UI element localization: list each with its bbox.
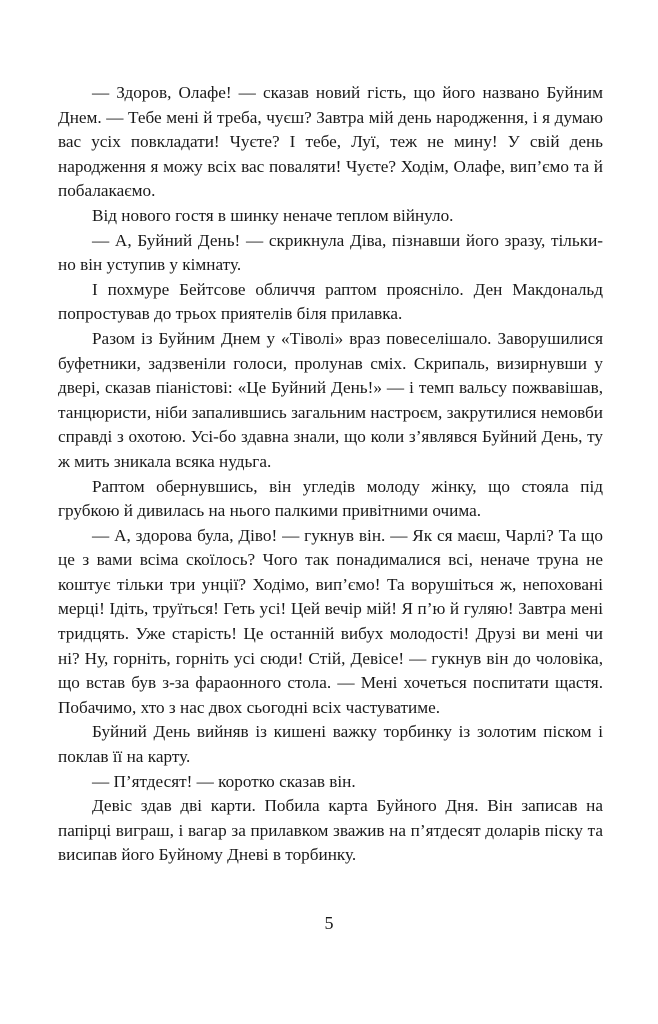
paragraph: І похмуре Бейтсове обличчя раптом проясніло. Ден Макдональд попростував до трьох приятелів біля прилавка.	[58, 279, 603, 324]
paragraph: Раптом обернувшись, він угледів молоду жінку, що стояла під грубкою й дивилась на нього палкими привітними очима.	[58, 476, 603, 521]
paragraph: Від нового гостя в шинку неначе теплом війнуло.	[92, 205, 454, 225]
paragraph: Буйний День вийняв із кишені важку торбинку із золотим піском і поклав її на карту.	[58, 722, 603, 767]
paragraph: — Здоров, Олафе! — сказав новий гість, що його названо Буйним Днем. — Тебе мені й треба, чуєш? Завтра мій день народження, і я думаю вас усіх повкладати! Чуєте? І тебе, Луї, теж не мину! У свій день народження я можу всіх вас поваляти! Чуєте? Ходім, Олафе, вип’ємо та й побалакаємо.	[58, 83, 603, 201]
body-text	[58, 81, 603, 868]
paragraph: — А, здорова була, Діво! — гукнув він. — Як ся маєш, Чарлі? Та що це з вами всіма скоїлось? Чого так понадималися всі, неначе труна не коштує тільки три унції? Ходімо, вип’ємо! Та ворушіться ж, непоховані мерці! Ідіть, труїться! Геть усі! Цей вечір мій! Я п’ю й гуляю! Завтра мені тридцять. Уже старість! Це останній вибух молодості! Друзі ви мені чи ні? Ну, горніть, горніть усі сюди! Стій, Девісе! — гукнув він до чоловіка, що встав був з-за фараонного стола. — Мені хочеться поспитати щастя. Побачимо, хто з нас двох сьогодні всіх частуватиме.	[58, 525, 603, 717]
paragraph: — П’ятдесят! — коротко сказав він.	[92, 771, 356, 791]
paragraph: Разом із Буйним Днем у «Тіволі» враз повеселішало. Заворушилися буфетники, задзвеніли голоси, пролунав сміх. Скрипаль, визирнувши у двері, сказав піаністові: «Це Буйний День!» — і темп вальсу пожвавішав, танцюристи, ніби запалившись загальним настроєм, закрутилися немовби справді з охотою. Усі-бо здавна знали, що коли з’являвся Буйний День, ту ж мить зникала всяка нудьга.	[58, 328, 603, 471]
paragraph: Девіс здав дві карти. Побила карта Буйного Дня. Він записав на папірці виграш, і вагар за прилавком зважив на п’ятдесят доларів піску та висипав його Буйному Дневі в торбинку.	[58, 796, 603, 865]
paragraph: — А, Буйний День! — скрикнула Діва, пізнавши його зразу, тільки-но він уступив у кімнату.	[58, 230, 603, 275]
page-number: 5	[324, 913, 334, 933]
